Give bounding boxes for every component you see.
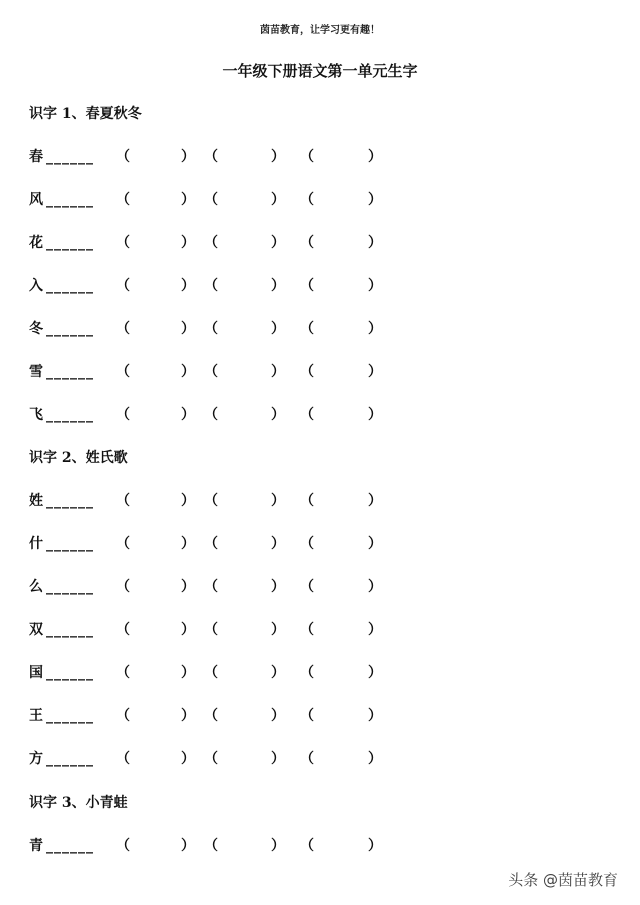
character-row (0, 233, 640, 253)
word-slot-1-close-paren: ） (181, 622, 195, 638)
character-row (0, 405, 640, 425)
character-row (0, 749, 640, 769)
word-slot-3-open-paren: （ (300, 536, 314, 552)
pinyin-blank[interactable]: ______ (46, 579, 94, 595)
target-character: 飞 (29, 407, 43, 423)
word-slot-3-close-paren: ） (368, 192, 382, 208)
word-slot-1-open-paren: （ (116, 278, 130, 294)
character-row (0, 620, 640, 640)
target-character: 王 (29, 708, 43, 724)
word-slot-1-close-paren: ） (181, 579, 195, 595)
word-slot-1-open-paren: （ (116, 665, 130, 681)
word-slot-2-open-paren: （ (204, 708, 218, 724)
target-character: 双 (29, 622, 43, 638)
word-slot-2-close-paren: ） (271, 708, 285, 724)
pinyin-blank[interactable]: ______ (46, 149, 94, 165)
word-slot-2-open-paren: （ (204, 536, 218, 552)
word-slot-2-close-paren: ） (271, 493, 285, 509)
word-slot-2-open-paren: （ (204, 321, 218, 337)
page-title: 一年级下册语文第一单元生字 (222, 62, 418, 80)
pinyin-blank[interactable]: ______ (46, 364, 94, 380)
target-character: 花 (29, 235, 43, 251)
word-slot-3-close-paren: ） (368, 493, 382, 509)
word-slot-1-close-paren: ） (181, 149, 195, 165)
target-character: 春 (29, 149, 43, 165)
word-slot-1-open-paren: （ (116, 364, 130, 380)
word-slot-2-close-paren: ） (271, 235, 285, 251)
word-slot-3-open-paren: （ (300, 751, 314, 767)
word-slot-1-close-paren: ） (181, 235, 195, 251)
pinyin-blank[interactable]: ______ (46, 622, 94, 638)
pinyin-blank[interactable]: ______ (46, 192, 94, 208)
word-slot-3-open-paren: （ (300, 407, 314, 423)
word-slot-2-close-paren: ） (271, 536, 285, 552)
word-slot-2-open-paren: （ (204, 622, 218, 638)
word-slot-2-open-paren: （ (204, 364, 218, 380)
word-slot-3-open-paren: （ (300, 192, 314, 208)
word-slot-2-open-paren: （ (204, 665, 218, 681)
word-slot-2-open-paren: （ (204, 278, 218, 294)
section-heading: 识字 3、小青蛙 (29, 795, 128, 811)
pinyin-blank[interactable]: ______ (46, 665, 94, 681)
target-character: 青 (29, 838, 43, 854)
word-slot-1-open-paren: （ (116, 708, 130, 724)
pinyin-blank[interactable]: ______ (46, 235, 94, 251)
word-slot-1-close-paren: ） (181, 364, 195, 380)
word-slot-2-open-paren: （ (204, 838, 218, 854)
word-slot-3-open-paren: （ (300, 665, 314, 681)
word-slot-2-close-paren: ） (271, 321, 285, 337)
word-slot-1-open-paren: （ (116, 622, 130, 638)
word-slot-1-open-paren: （ (116, 235, 130, 251)
character-row (0, 663, 640, 683)
word-slot-1-close-paren: ） (181, 278, 195, 294)
word-slot-1-close-paren: ） (181, 321, 195, 337)
word-slot-3-open-paren: （ (300, 321, 314, 337)
character-row (0, 534, 640, 554)
watermark: 头条 @茵苗教育 (508, 871, 618, 889)
word-slot-3-close-paren: ） (368, 149, 382, 165)
target-character: 什 (29, 536, 43, 552)
target-character: 冬 (29, 321, 43, 337)
target-character: 姓 (29, 493, 43, 509)
word-slot-1-open-paren: （ (116, 149, 130, 165)
word-slot-1-close-paren: ） (181, 192, 195, 208)
word-slot-1-close-paren: ） (181, 407, 195, 423)
target-character: 雪 (29, 364, 43, 380)
word-slot-3-close-paren: ） (368, 235, 382, 251)
word-slot-1-close-paren: ） (181, 536, 195, 552)
target-character: 么 (29, 579, 43, 595)
character-row (0, 276, 640, 296)
character-row (0, 491, 640, 511)
pinyin-blank[interactable]: ______ (46, 493, 94, 509)
character-row (0, 577, 640, 597)
word-slot-3-open-paren: （ (300, 278, 314, 294)
character-row (0, 147, 640, 167)
word-slot-3-close-paren: ） (368, 321, 382, 337)
word-slot-3-close-paren: ） (368, 579, 382, 595)
word-slot-1-open-paren: （ (116, 321, 130, 337)
word-slot-1-open-paren: （ (116, 751, 130, 767)
word-slot-1-close-paren: ） (181, 493, 195, 509)
character-row (0, 836, 640, 856)
target-character: 入 (29, 278, 43, 294)
word-slot-3-close-paren: ） (368, 708, 382, 724)
word-slot-1-close-paren: ） (181, 665, 195, 681)
word-slot-1-close-paren: ） (181, 708, 195, 724)
header-note: 茵苗教育，让学习更有趣！ (260, 25, 380, 36)
word-slot-3-open-paren: （ (300, 622, 314, 638)
word-slot-1-open-paren: （ (116, 579, 130, 595)
word-slot-3-open-paren: （ (300, 149, 314, 165)
word-slot-3-close-paren: ） (368, 407, 382, 423)
word-slot-2-open-paren: （ (204, 751, 218, 767)
word-slot-2-open-paren: （ (204, 579, 218, 595)
character-row (0, 190, 640, 210)
word-slot-3-open-paren: （ (300, 235, 314, 251)
pinyin-blank[interactable]: ______ (46, 708, 94, 724)
word-slot-2-close-paren: ） (271, 407, 285, 423)
target-character: 国 (29, 665, 43, 681)
target-character: 方 (29, 751, 43, 767)
pinyin-blank[interactable]: ______ (46, 278, 94, 294)
character-row (0, 362, 640, 382)
word-slot-2-close-paren: ） (271, 579, 285, 595)
word-slot-3-close-paren: ） (368, 622, 382, 638)
word-slot-1-open-paren: （ (116, 493, 130, 509)
pinyin-blank[interactable]: ______ (46, 838, 94, 854)
word-slot-3-open-paren: （ (300, 708, 314, 724)
word-slot-1-close-paren: ） (181, 751, 195, 767)
word-slot-2-close-paren: ） (271, 665, 285, 681)
word-slot-3-close-paren: ） (368, 364, 382, 380)
word-slot-2-close-paren: ） (271, 149, 285, 165)
pinyin-blank[interactable]: ______ (46, 536, 94, 552)
word-slot-1-open-paren: （ (116, 838, 130, 854)
word-slot-2-open-paren: （ (204, 149, 218, 165)
word-slot-2-close-paren: ） (271, 192, 285, 208)
target-character: 风 (29, 192, 43, 208)
section-heading: 识字 1、春夏秋冬 (29, 106, 142, 122)
character-row (0, 706, 640, 726)
word-slot-3-open-paren: （ (300, 838, 314, 854)
word-slot-3-close-paren: ） (368, 278, 382, 294)
word-slot-2-close-paren: ） (271, 364, 285, 380)
pinyin-blank[interactable]: ______ (46, 321, 94, 337)
word-slot-2-close-paren: ） (271, 278, 285, 294)
pinyin-blank[interactable]: ______ (46, 751, 94, 767)
word-slot-1-open-paren: （ (116, 536, 130, 552)
word-slot-1-close-paren: ） (181, 838, 195, 854)
word-slot-2-close-paren: ） (271, 838, 285, 854)
word-slot-3-close-paren: ） (368, 665, 382, 681)
word-slot-2-open-paren: （ (204, 493, 218, 509)
character-row (0, 319, 640, 339)
word-slot-1-open-paren: （ (116, 192, 130, 208)
word-slot-2-close-paren: ） (271, 622, 285, 638)
word-slot-1-open-paren: （ (116, 407, 130, 423)
section-heading: 识字 2、姓氏歌 (29, 450, 128, 466)
word-slot-3-close-paren: ） (368, 751, 382, 767)
word-slot-2-open-paren: （ (204, 235, 218, 251)
word-slot-2-open-paren: （ (204, 192, 218, 208)
word-slot-3-open-paren: （ (300, 364, 314, 380)
word-slot-3-close-paren: ） (368, 838, 382, 854)
word-slot-3-open-paren: （ (300, 493, 314, 509)
word-slot-2-close-paren: ） (271, 751, 285, 767)
word-slot-3-close-paren: ） (368, 536, 382, 552)
word-slot-2-open-paren: （ (204, 407, 218, 423)
pinyin-blank[interactable]: ______ (46, 407, 94, 423)
word-slot-3-open-paren: （ (300, 579, 314, 595)
